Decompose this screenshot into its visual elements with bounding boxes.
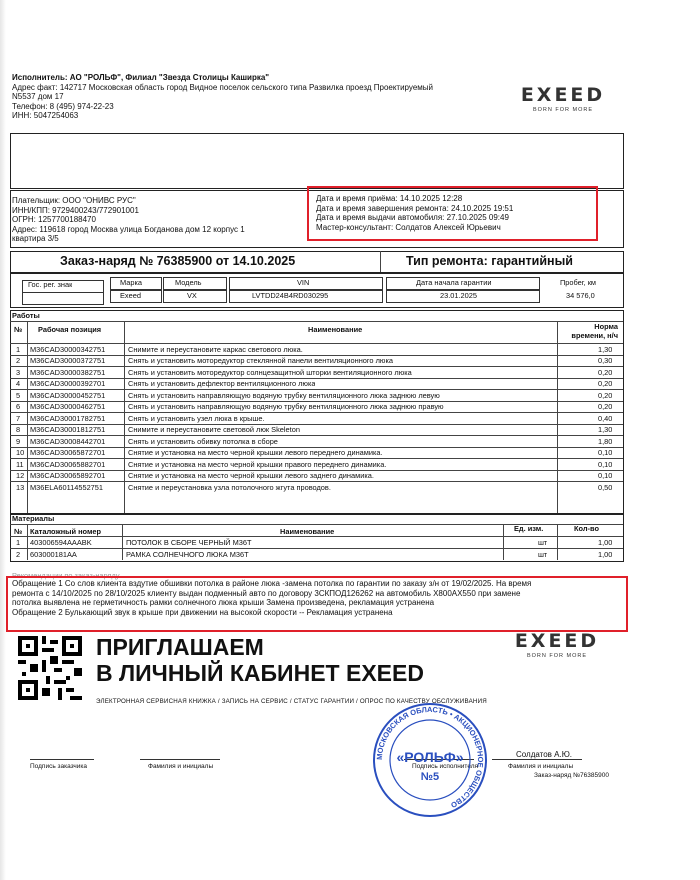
order-title-divider [380,251,381,272]
table-row-divider [10,548,623,549]
vehicle-mileage: 34 576,0 [566,291,595,300]
materials-row-unit: шт [538,537,548,547]
materials-col-qty: Кол-во [574,524,599,533]
works-vline-2 [124,321,125,513]
materials-row-unit: шт [538,549,548,559]
exec-name-label: Фамилия и инициалы [508,763,574,770]
vehicle-header-warranty: Дата начала гарантии [416,278,492,287]
materials-col-no: № [14,527,23,536]
works-row-name: Снимите и переустановите световой люк Skeleton [128,425,300,434]
works-row-name: Снять и установить моторедуктор солнцезащитной шторки вентиляционного люка [128,367,412,377]
stamp-number: №5 [420,771,440,783]
company-stamp [370,700,490,820]
works-row-number: 10 [16,448,25,457]
works-row-code: M36CAD30008442701 [30,436,106,446]
materials-row-name: РАМКА СОЛНЕЧНОГО ЛЮКА M36T [126,549,249,559]
works-row-number: 12 [16,471,25,480]
works-row-norm: 0,20 [598,367,613,377]
vehicle-header-vin: VIN [297,278,310,287]
materials-vline-3 [503,524,504,560]
client-name-label: Фамилия и инициалы [148,763,214,770]
payer-ogrn: ОГРН: 1257700188470 [12,215,96,224]
blank-box [10,133,624,189]
client-sign-label: Подпись заказчика [30,763,88,770]
promo-title [96,634,424,686]
contractor-address: Адрес факт: 142717 Московская область город Видное поселок сельского типа Развилка проезд Проектируемый [12,82,433,92]
materials-vline-2 [122,524,123,560]
vehicle-header-brand: Марка [120,278,142,287]
recommendations-header: Рекомендации по заказ-наряду [12,571,120,580]
works-row-name: Снятие и установка на место черной крышки правого переднего динамика. [128,459,387,469]
works-row-norm: 0,20 [598,379,613,388]
works-row-norm: 0,30 [598,356,613,365]
materials-row-qty: 1,00 [598,549,613,559]
payer-block [12,196,245,244]
remarks-highlight-frame [6,576,628,632]
works-row-code: M36CAD30000392701 [30,379,106,388]
date-issued: Дата и время выдачи автомобиля: 27.10.2025 09:49 [316,213,509,222]
materials-col-unit: Ед. изм. [514,524,544,533]
works-row-number: 6 [16,402,21,411]
date-completed: Дата и время завершения ремонта: 24.10.2025 19:51 [316,203,514,213]
materials-vline-1 [27,524,28,560]
works-row-code: M36CAD30065872701 [30,448,106,457]
exec-sign-label: Подпись исполнителя [412,763,479,770]
works-row-norm: 1,80 [598,436,613,446]
client-name-line [140,759,220,760]
remark-line-1: Обращение 1 Со слов клиента вздутие обшивки потолка в районе люка -замена потолка по гарантии по заказу з/н от 19/02/2025. На время [12,579,532,588]
stamp-ring-text: МОСКОВСКАЯ ОБЛАСТЬ • АКЦИОНЕРНОЕ ОБЩЕСТВО [374,704,486,810]
vehicle-header-mileage: Пробег, км [560,278,597,287]
contractor-name: Исполнитель: АО "РОЛЬФ", Филиал "Звезда Столицы Каширка" [12,73,270,82]
works-row-number: 7 [16,413,21,423]
vehicle-warranty-date: 23.01.2025 [440,291,477,300]
promo-footer: ЭЛЕКТРОННАЯ СЕРВИСНАЯ КНИЖКА / ЗАПИСЬ НА СЕРВИС / СТАТУС ГАРАНТИИ / ОПРОС ПО КАЧЕСТВУ ОБСЛУЖИВАНИЯ [96,698,487,705]
contractor-inn: ИНН: 5047254063 [12,111,79,120]
date-accepted: Дата и время приёма: 14.10.2025 12:28 [316,194,463,203]
works-row-norm: 0,20 [598,390,613,400]
vehicle-header-model: Модель [175,278,202,287]
repair-type: Тип ремонта: гарантийный [406,254,573,268]
works-row-norm: 0,10 [598,459,613,469]
works-row-code: M36CAD30000342751 [30,344,106,354]
contractor-block [12,73,433,121]
materials-row-code: 403006594AAABK [30,537,92,547]
master-consultant: Мастер-консультант: Солдатов Алексей Юрьевич [316,222,501,232]
materials-vline-4 [557,524,558,560]
works-row-number: 5 [16,390,21,400]
works-row-name: Снять и установить направляющую водяную трубку вентиляционного люка заднюю правую [128,402,444,411]
vehicle-plate-value [22,292,104,305]
works-row-name: Снять и установить направляющую водяную трубку вентиляционного люка заднюю левую [128,390,440,400]
works-row-name: Снятие и установка на место черной крышки левого заднего динамика. [128,471,374,480]
works-row-number: 9 [16,436,21,446]
works-header-top-line [10,321,623,322]
works-row-number: 8 [16,425,21,434]
works-row-number: 13 [16,482,25,492]
works-row-name: Снятие и установка на место черной крышки левого переднего динамика. [128,448,383,457]
works-section-title: Работы [12,311,40,320]
works-row-number: 1 [16,344,21,354]
contractor-phone: Телефон: 8 (495) 974-22-23 [12,101,114,111]
vehicle-brand: Exeed [120,291,141,300]
materials-row-number: 2 [16,549,21,559]
order-reference: Заказ-наряд №76385900 [534,772,609,779]
materials-col-name: Наименование [280,527,335,536]
works-row-name: Снятие и переустановка узла потолочного жгута проводов. [128,482,331,492]
remark-line-4: Обращение 2 Булькающий звук в крыше при движении на высокой скорости -- Рекламация устранена [12,607,393,617]
materials-col-catalog: Каталожный номер [30,527,102,536]
promo-line-1: ПРИГЛАШАЕМ [96,634,264,660]
promo-brand-logo [496,630,618,659]
works-row-name: Снять и установить обивку потолка в сборе [128,436,278,446]
works-row-name: Снять и установить узел люка в крыше. [128,413,265,423]
stamp-center-text: «РОЛЬФ» [396,749,464,765]
brand-logo-text: EXEED [520,84,606,106]
works-row-norm: 1,30 [598,425,613,434]
exec-name-line [492,759,582,760]
works-row-code: M36CAD30000452751 [30,390,106,400]
table-row-divider [10,536,623,537]
order-title: Заказ-наряд № 76385900 от 14.10.2025 [60,254,296,268]
works-col-position: Рабочая позиция [38,325,102,334]
works-row-norm: 0,10 [598,471,613,480]
materials-row-number: 1 [16,537,21,547]
stamp-seal-icon [370,700,490,820]
dates-highlight-frame [307,186,598,241]
materials-table [10,513,624,562]
promo-brand-tagline: BORN FOR MORE [526,653,588,659]
contractor-address-2: N5537 дом 17 [12,92,64,101]
remark-line-3: потолка выявлена не герметичность рамки солнечного люка крыши Замена произведена, рекламация устранена [12,598,435,607]
works-row-name: Снимите и переустановите каркас светового люка. [128,344,303,354]
works-row-name: Снять и установить дефлектор вентиляционного люка [128,379,316,388]
works-col-name: Наименование [308,325,363,334]
payer-inn: ИНН/КПП: 9729400243/772901001 [12,205,139,215]
works-row-code: M36CAD30001782751 [30,413,106,423]
works-row-code: M36ELA60114552751 [30,482,104,492]
works-vline-3 [557,321,558,513]
materials-row-code: 603000181AA [30,549,77,559]
works-row-norm: 0,20 [598,402,613,411]
brand-logo [502,84,624,113]
works-row-norm: 0,50 [598,482,613,492]
works-row-number: 2 [16,356,21,365]
works-row-code: M36CAD30065882701 [30,459,106,469]
payer-name: Плательщик: ООО "ОНИВС РУС" [12,196,136,205]
payer-address-2: квартира 3/5 [12,234,59,243]
works-row-code: M36CAD30000382751 [30,367,106,377]
works-col-no: № [14,325,23,334]
works-col-norm: Норма времени, н/ч [571,322,618,340]
remark-line-2: ремонта с 14/10/2025 по 28/10/2025 клиенту выдан подменный авто по договору 3СКПОД126262 на автомобиль Х800АХ550 при замене [12,588,521,598]
qr-code-icon [18,636,82,700]
works-row-code: M36CAD30065892701 [30,471,106,480]
vehicle-vin: LVTDD24B4RD030295 [252,291,329,300]
brand-tagline: BORN FOR MORE [532,107,594,113]
works-row-norm: 0,10 [598,448,613,457]
materials-section-title: Материалы [12,514,55,523]
works-row-number: 11 [16,459,24,469]
payer-address: Адрес: 119618 город Москва улица Богданова дом 12 корпус 1 [12,224,245,234]
works-row-number: 3 [16,367,21,377]
exec-person: Солдатов А.Ю. [516,750,573,759]
works-row-code: M36CAD30000462751 [30,402,106,411]
works-row-number: 4 [16,379,21,388]
promo-line-2: В ЛИЧНЫЙ КАБИНЕТ EXEED [96,660,424,686]
promo-brand-logo-text: EXEED [514,630,600,652]
works-row-code: M36CAD30001812751 [30,425,106,434]
vehicle-model: VX [187,291,197,300]
left-edge-shadow [0,0,6,880]
client-sign-line [30,759,94,760]
works-row-norm: 1,30 [598,344,613,354]
works-vline-1 [27,321,28,513]
works-row-norm: 0,40 [598,413,613,423]
works-row-code: M36CAD30000372751 [30,356,106,365]
works-row-name: Снять и установить моторедуктор стеклянной панели вентиляционного люка [128,356,393,365]
materials-row-qty: 1,00 [598,537,613,547]
materials-row-name: ПОТОЛОК В СБОРЕ ЧЕРНЫЙ M36T [126,537,252,547]
vehicle-header-plate: Гос. рег. знак [28,280,73,289]
